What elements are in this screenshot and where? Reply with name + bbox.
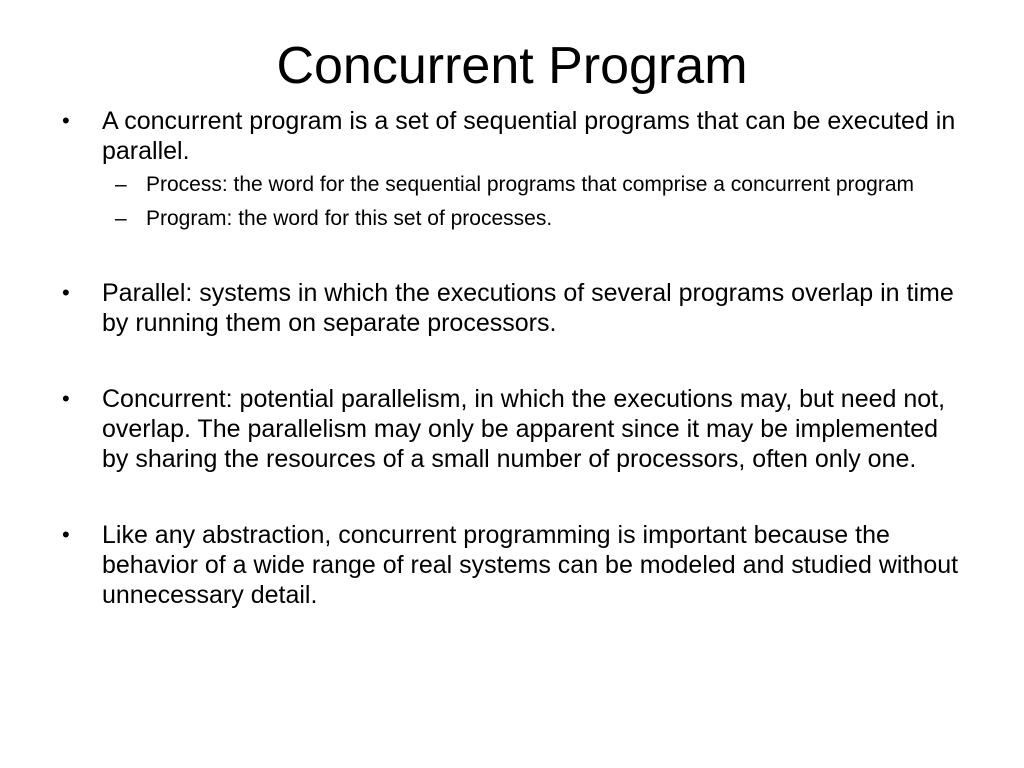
bullet-item bbox=[60, 384, 970, 474]
slide-title: Concurrent Program bbox=[276, 37, 748, 95]
dash-icon: – bbox=[115, 207, 127, 230]
bullet-icon: • bbox=[62, 522, 70, 547]
bullet-icon: • bbox=[62, 108, 70, 133]
sub-bullet-item bbox=[60, 172, 970, 198]
bullet-item bbox=[60, 520, 970, 610]
bullet-icon: • bbox=[62, 386, 70, 411]
sub-bullet-text: Process: the word for the sequential programs that comprise a concurrent program bbox=[146, 173, 915, 196]
bullet-text: Concurrent: potential parallelism, in which the executions may, but need not, overlap. The parallelism may only be apparent since it may be implemented by sharing the resources of a small number of processors, often only one. bbox=[102, 385, 946, 473]
bullet-text: Like any abstraction, concurrent programming is important because the behavior of a wide range of real systems can be modeled and studied without unnecessary detail. bbox=[102, 521, 959, 609]
dash-icon: – bbox=[115, 173, 127, 196]
slide-body bbox=[60, 106, 970, 610]
bullet-text: Parallel: systems in which the executions of several programs overlap in time by running them on separate processors. bbox=[102, 279, 954, 337]
bullet-item bbox=[60, 278, 970, 338]
sub-bullet-text: Program: the word for this set of processes. bbox=[146, 207, 553, 230]
bullet-icon: • bbox=[62, 280, 70, 305]
bullet-item bbox=[60, 106, 970, 166]
bullet-text: A concurrent program is a set of sequential programs that can be executed in parallel. bbox=[102, 107, 956, 165]
sub-bullet-item bbox=[60, 206, 970, 232]
